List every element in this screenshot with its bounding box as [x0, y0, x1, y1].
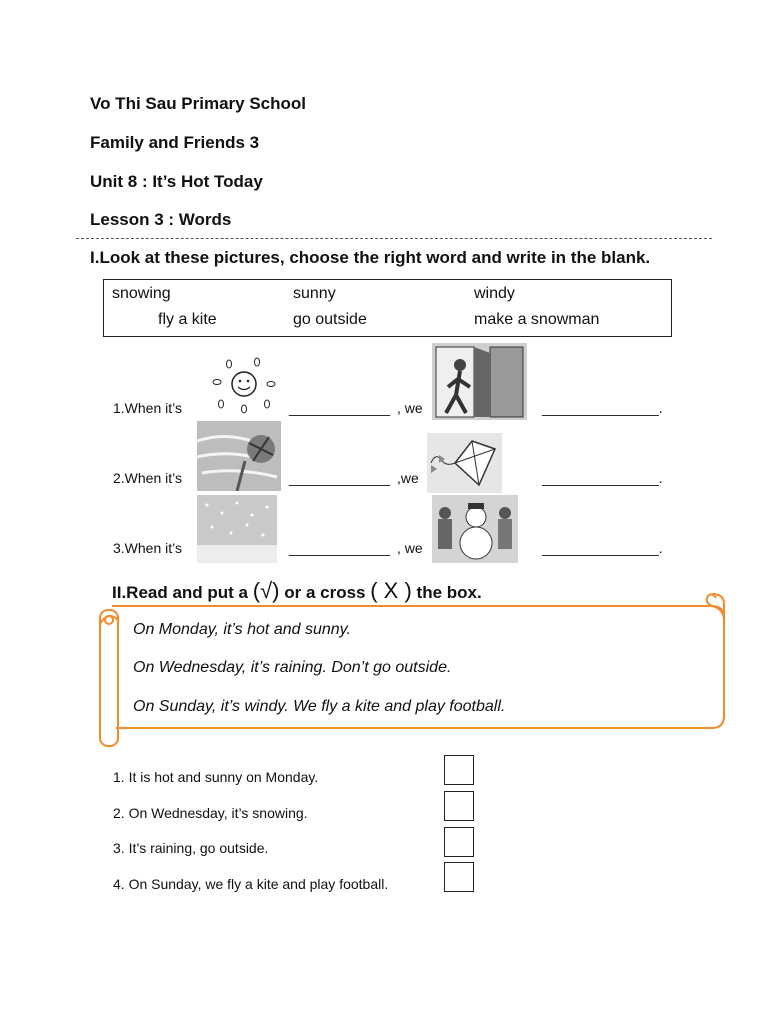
word-fly-a-kite: fly a kite: [158, 311, 217, 328]
reading-line-1: On Monday, it’s hot and sunny.: [133, 621, 351, 638]
q3-blank1[interactable]: _____________: [289, 540, 391, 556]
statement-1: 1. It is hot and sunny on Monday.: [113, 769, 319, 785]
answer-box-1[interactable]: [444, 755, 474, 785]
word-snowing: snowing: [112, 285, 171, 302]
statement-3: 3. It’s raining, go outside.: [113, 840, 269, 856]
book-title: Family and Friends 3: [90, 133, 260, 152]
school-name: Vo Thi Sau Primary School: [90, 94, 307, 113]
q1-blank2[interactable]: _______________.: [542, 400, 663, 416]
divider: [76, 238, 712, 239]
section1-instruction: I.Look at these pictures, choose the right word and write in the blank.: [90, 248, 651, 267]
q2-blank1[interactable]: _____________: [289, 470, 391, 486]
kite-icon: [427, 433, 502, 493]
q1-mid: , we: [397, 400, 423, 416]
word-go-outside: go outside: [293, 311, 367, 328]
tick-symbol: (√): [252, 578, 280, 603]
snow-scene-icon: [197, 495, 277, 563]
q3-mid: , we: [397, 540, 423, 556]
answer-box-2[interactable]: [444, 791, 474, 821]
cross-symbol: ( X ): [370, 578, 412, 603]
word-windy: windy: [474, 285, 515, 302]
reading-line-3: On Sunday, it’s windy. We fly a kite and play football.: [133, 698, 506, 715]
word-bank: [103, 279, 672, 337]
q2-prefix: 2.When it’s: [113, 470, 182, 486]
snowman-icon: [432, 495, 518, 563]
q2-blank2[interactable]: _______________.: [542, 470, 663, 486]
statement-2: 2. On Wednesday, it’s snowing.: [113, 805, 308, 821]
q3-prefix: 3.When it’s: [113, 540, 182, 556]
lesson-title: Lesson 3 : Words: [90, 210, 232, 229]
word-sunny: sunny: [293, 285, 336, 302]
reading-line-2: On Wednesday, it’s raining. Don’t go outside.: [133, 659, 452, 676]
word-make-a-snowman: make a snowman: [474, 311, 600, 328]
answer-box-4[interactable]: [444, 862, 474, 892]
q3-blank2[interactable]: _______________.: [542, 540, 663, 556]
q2-mid: ,we: [397, 470, 419, 486]
wind-storm-icon: [197, 421, 281, 491]
open-door-icon: [432, 343, 527, 420]
section2-title-c: the box.: [416, 583, 482, 602]
section2-title-b: or a cross: [284, 583, 366, 602]
section2-title-a: II.Read and put a: [112, 583, 249, 602]
answer-box-3[interactable]: [444, 827, 474, 857]
unit-title: Unit 8 : It’s Hot Today: [90, 172, 263, 191]
q1-prefix: 1.When it’s: [113, 400, 182, 416]
statement-4: 4. On Sunday, we fly a kite and play football.: [113, 876, 389, 892]
sun-icon: [205, 356, 283, 416]
q1-blank1[interactable]: _____________: [289, 400, 391, 416]
